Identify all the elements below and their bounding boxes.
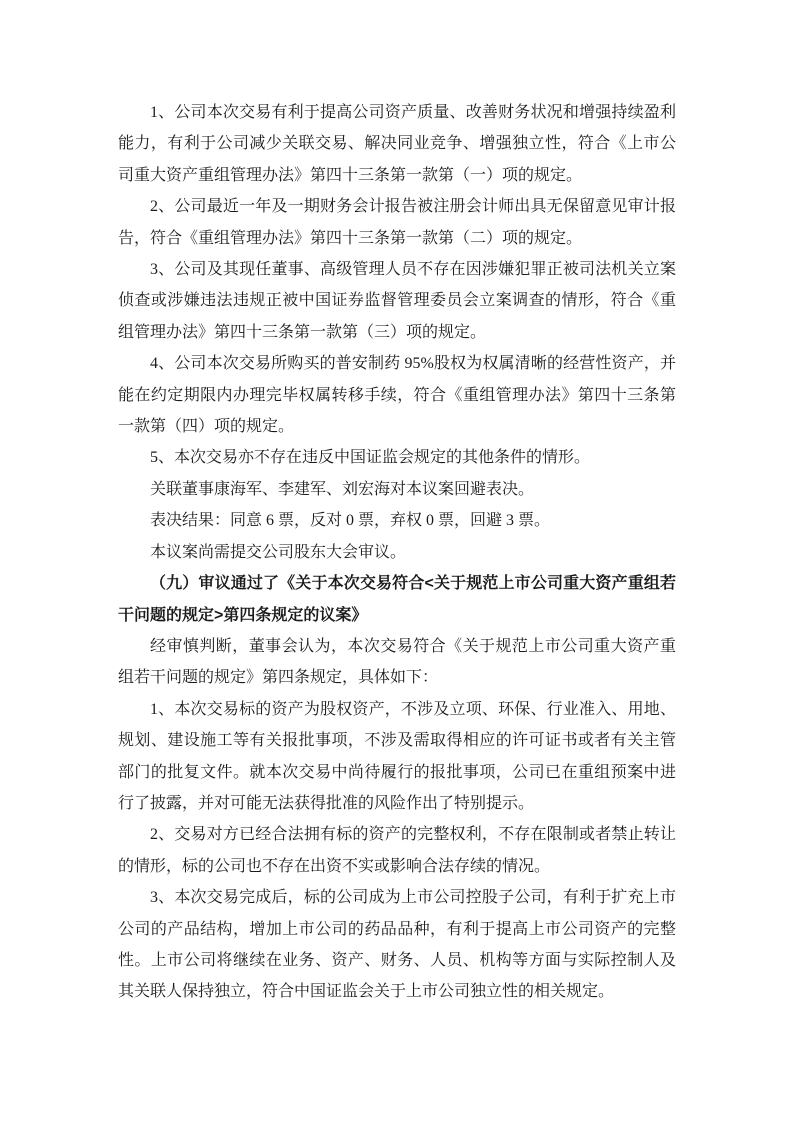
paragraph: 2、交易对方已经合法拥有标的资产的完整权利，不存在限制或者禁止转让的情形，标的公司也不存在出资不实或影响合法存续的情况。 [118, 826, 676, 875]
paragraph: 3、公司及其现任董事、高级管理人员不存在因涉嫌犯罪正被司法机关立案侦查或涉嫌违法违规正被中国证券监督管理委员会立案调查的情形，符合《重组管理办法》第四十三条第一款第（三）项的规定。 [118, 261, 676, 341]
paragraph: 3、本次交易完成后，标的公司成为上市公司控股子公司，有利于扩充上市公司的产品结构，增加上市公司的药品品种，有利于提高上市公司资产的完整性。上市公司将继续在业务、资产、财务、人员、机构等方面与实际控制人及其关联人保持独立，符合中国证监会关于上市公司独立性的相关规定。 [118, 889, 676, 1001]
paragraph: 4、公司本次交易所购买的普安制药 95%股权为权属清晰的经营性资产，并能在约定期限内办理完毕权属转移手续，符合《重组管理办法》第四十三条第一款第（四）项的规定。 [118, 355, 676, 436]
section-heading: （九）审议通过了《关于本次交易符合<关于规范上市公司重大资产重组若干问题的规定>第四条规定的议案》 [118, 575, 676, 624]
paragraph: 表决结果：同意 6 票，反对 0 票，弃权 0 票，回避 3 票。 [150, 512, 551, 530]
paragraph: 2、公司最近一年及一期财务会计报告被注册会计师出具无保留意见审计报告，符合《重组管理办法》第四十三条第一款第（二）项的规定。 [118, 198, 676, 247]
paragraph: 本议案尚需提交公司股东大会审议。 [150, 543, 407, 561]
paragraph: 1、公司本次交易有利于提高公司资产质量、改善财务状况和增强持续盈利能力，有利于公司减少关联交易、解决同业竞争、增强独立性，符合《上市公司重大资产重组管理办法》第四十三条第一款第（一）项的规定。 [118, 104, 676, 184]
paragraph: 经审慎判断，董事会认为，本次交易符合《关于规范上市公司重大资产重组若干问题的规定》第四条规定，具体如下： [118, 637, 676, 687]
paragraph: 关联董事康海军、李建军、刘宏海对本议案回避表决。 [150, 480, 535, 498]
paragraph: 1、本次交易标的资产为股权资产，不涉及立项、环保、行业准入、用地、规划、建设施工等有关报批事项，不涉及需取得相应的许可证书或者有关主管部门的批复文件。就本次交易中尚待履行的报批事项，公司已在重组预案中进行了披露，并对可能无法获得批准的风险作出了特别提示。 [118, 700, 676, 812]
paragraph: 5、本次交易亦不存在违反中国证监会规定的其他条件的情形。 [150, 449, 591, 467]
document-body [118, 97, 676, 1008]
